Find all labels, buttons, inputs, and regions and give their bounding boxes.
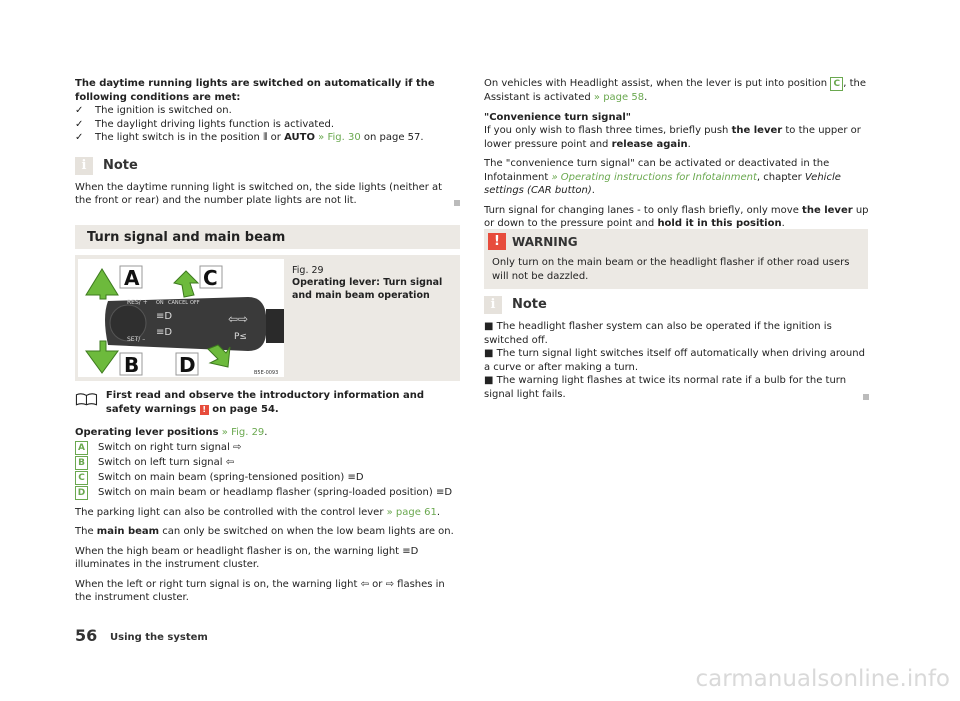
svg-text:ON: ON <box>156 300 164 306</box>
svg-text:OFF: OFF <box>190 300 200 306</box>
check-icon: ✓ <box>75 132 84 143</box>
position-key: C <box>830 77 843 91</box>
right-column <box>484 77 869 231</box>
footer-section: Using the system <box>110 632 208 643</box>
warning-title: WARNING <box>512 235 578 249</box>
infotainment-link[interactable]: » Operating instructions for Infotainment <box>551 171 757 183</box>
note-bullet: ■ The warning light flashes at twice its normal rate if a bulb for the turn signal light fails. <box>484 374 869 401</box>
svg-text:CANCEL: CANCEL <box>168 300 189 306</box>
position-key: C <box>75 471 88 485</box>
check-icon: ✓ <box>75 105 84 116</box>
letter-d: D <box>179 353 196 377</box>
end-mark <box>863 394 869 400</box>
light-off-icon: ⦀ <box>263 132 268 143</box>
figure-code: B5E-0093 <box>254 370 279 376</box>
fig-30-link[interactable]: » Fig. 30 <box>318 132 361 143</box>
check-item: ✓ The daylight driving lights function is activated. <box>75 118 335 130</box>
warning-icon: ! <box>200 405 209 415</box>
right-turn-icon: ⇨ <box>385 578 394 590</box>
arrow-up-icon <box>86 269 118 299</box>
left-turn-icon: ⇦ <box>225 456 235 468</box>
check-icon: ✓ <box>75 118 84 130</box>
lever-res-label: RES/ + <box>127 299 148 306</box>
fig-29-link[interactable]: » Fig. 29 <box>221 427 265 438</box>
warning-icon: ! <box>488 233 506 250</box>
svg-text:P≤: P≤ <box>234 332 247 342</box>
letter-c: C <box>203 266 218 290</box>
lever-illustration <box>78 259 284 377</box>
daytime-intro: The daytime running lights are switched on automatically if the following conditions are met: <box>75 78 435 103</box>
check-item: ✓ The light switch is in the position ⦀ or AUTO » Fig. 30 on page 57. <box>75 132 424 143</box>
left-column <box>75 77 460 208</box>
turn-arrows-icon: ⇦⇨ <box>228 312 249 326</box>
headlight-assist-text: On vehicles with Headlight assist, when the lever is put into position C , the Assistant is activated » page 58. <box>484 78 867 103</box>
figure-caption: Fig. 29 Operating lever: Turn signal and main beam operation <box>292 265 443 301</box>
beam-icon: ≡D <box>156 311 173 322</box>
arrow-down-icon <box>86 341 118 373</box>
letter-b: B <box>124 353 140 377</box>
check-item: ✓ The ignition is switched on. <box>75 105 232 116</box>
watermark: carmanualsonline.info <box>695 666 950 692</box>
position-key: D <box>75 486 88 500</box>
right-turn-icon: ⇨ <box>233 441 242 453</box>
section-header <box>75 225 460 249</box>
position-item: A Switch on right turn signal ⇨ <box>75 441 460 455</box>
figure-29 <box>75 255 460 381</box>
note-header: i Note <box>484 296 869 314</box>
page-61-link[interactable]: » page 61 <box>386 506 437 518</box>
letter-a: A <box>124 266 140 290</box>
main-beam-icon: ≡D <box>435 486 453 498</box>
right-note <box>484 296 869 401</box>
warning-text: Only turn on the main beam or the headlight flasher if other road users will not be dazzled. <box>492 257 850 282</box>
warning-box <box>484 229 868 289</box>
lane-change-text: Turn signal for changing lanes - to only flash briefly, only move the lever up or down to the pressure point and hold it in this position. <box>484 204 869 229</box>
auto-icon: AUTO <box>284 132 315 143</box>
info-icon: i <box>75 157 93 175</box>
end-mark <box>454 200 460 206</box>
main-beam-icon: ≡D <box>347 471 364 483</box>
convenience-title: "Convenience turn signal" <box>484 111 631 123</box>
note-bullet: ■ The turn signal light switches itself off automatically when driving around a curve or after making a turn. <box>484 348 865 373</box>
book-icon <box>75 389 98 409</box>
note-title: Note <box>103 157 138 173</box>
page-number: 56 <box>75 626 98 645</box>
position-item: B Switch on left turn signal ⇦ <box>75 456 460 470</box>
arrow-up-right-icon <box>174 271 198 297</box>
lever-set-label: SET/ – <box>127 336 146 343</box>
note-text: When the daytime running light is switched on, the side lights (neither at the front or rear) and the number plate lights are not lit. <box>75 181 460 208</box>
high-beam-icon: ≡D <box>402 545 419 557</box>
position-item: C Switch on main beam (spring-tensioned position) ≡D <box>75 471 460 485</box>
note-bullet: ■ The headlight flasher system can also be operated if the ignition is switched off. <box>484 321 832 346</box>
position-key: B <box>75 456 88 470</box>
infotainment-text: The "convenience turn signal" can be activated or deactivated in the Infotainment » Operating instructions for Infotainment, chapter Vehicle settings (CAR button). <box>484 158 841 196</box>
intro-notice: First read and observe the introductory information and safety warnings ! on page 54. Operating lever positions » Fig. 29. A Switch on right turn signal ⇨ B Switch on left turn signal ⇦ C Switch on main beam (spring-tensioned position) ≡D D Switch on main beam or headlamp flasher (spring-loaded position) ≡D The parking light can also be controlled with the control lever » page 61. The main beam can only be switched on when the low beam lights are on. When the high beam or headlight flasher is on, the warning light ≡D illuminates in the instrument cluster. When the left or right turn signal is on, the warning light ⇦ or ⇨ flashes in the instrument cluster. <box>75 389 460 605</box>
position-item: D Switch on main beam or headlamp flasher (spring-loaded position) ≡D <box>75 486 460 500</box>
convenience-text: If you only wish to flash three times, briefly push the lever to the upper or lower pressure point and release again. <box>484 125 861 150</box>
page-58-link[interactable]: » page 58 <box>593 92 645 103</box>
info-icon: i <box>484 296 502 314</box>
section-title: Turn signal and main beam <box>87 230 286 245</box>
svg-text:≡D: ≡D <box>156 327 173 338</box>
left-turn-icon: ⇦ <box>360 578 369 590</box>
note-header <box>75 157 460 175</box>
position-key: A <box>75 441 88 455</box>
